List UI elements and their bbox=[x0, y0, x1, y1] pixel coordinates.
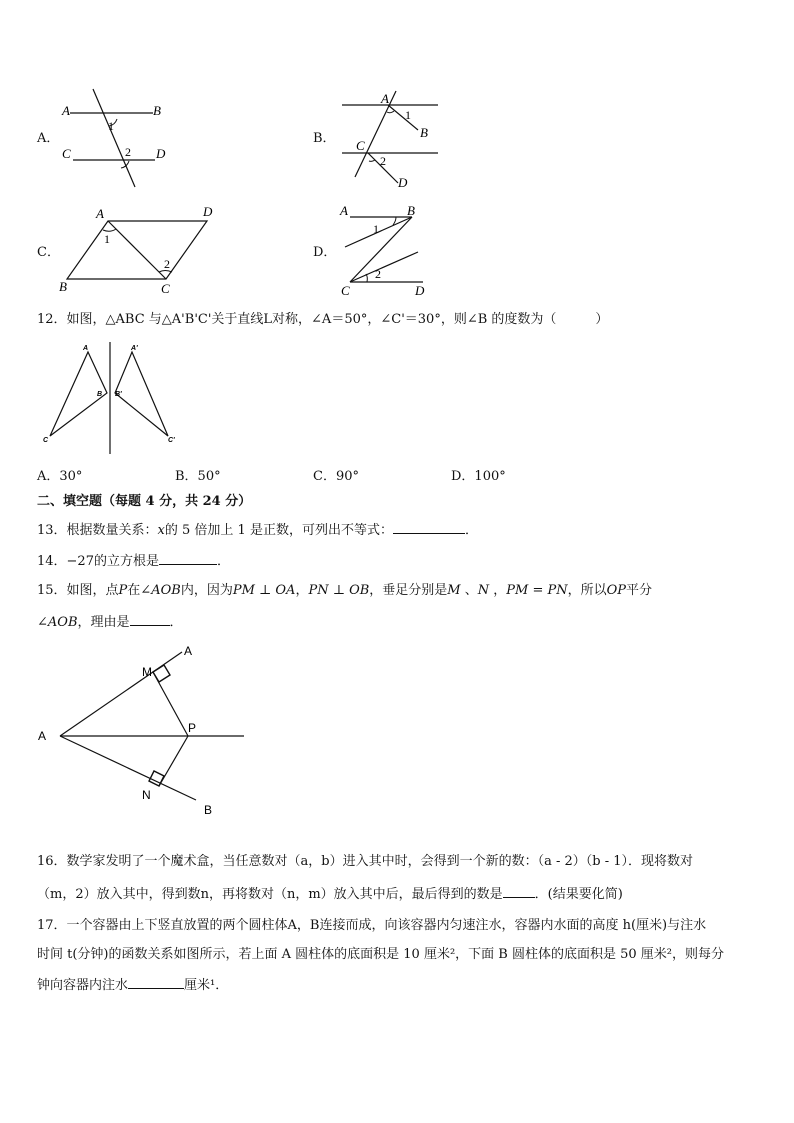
point-b: B bbox=[420, 125, 428, 140]
q12-point-a-prime: A' bbox=[131, 345, 138, 352]
angle-1-label: 1 bbox=[108, 119, 114, 133]
point-d: D bbox=[415, 283, 425, 298]
angle-1-label: 1 bbox=[104, 232, 110, 246]
option-b-figure bbox=[330, 85, 460, 195]
angle-2-label: 2 bbox=[380, 154, 386, 168]
q13-var: x bbox=[157, 523, 165, 538]
point-c: C bbox=[341, 283, 350, 298]
q16-line-1: 16．数学家发明了一个魔术盒，当任意数对（a，b）进入其中时，会得到一个新的数：（a - 2）（b - 1）．现将数对 bbox=[37, 854, 694, 869]
q15-math-n: N bbox=[477, 583, 490, 598]
point-b: B bbox=[407, 203, 415, 218]
q15-math-pm-pn: PM = PN bbox=[506, 583, 568, 598]
q17-text: 厘米¹． bbox=[184, 978, 229, 993]
q15-answer-blank[interactable] bbox=[130, 611, 170, 626]
q15-math-pn-ob: PN ⊥ OB bbox=[308, 583, 370, 598]
section-2-title: 二、填空题（每题 4 分，共 24 分） bbox=[37, 494, 252, 509]
q13-answer-blank[interactable] bbox=[393, 519, 465, 534]
q13-pre: 13．根据数量关系： bbox=[37, 523, 158, 538]
point-a: A bbox=[96, 206, 104, 221]
option-b-label[interactable]: B． bbox=[313, 131, 336, 146]
q15-math-m: M bbox=[447, 583, 461, 598]
q15-point-b: B bbox=[204, 803, 213, 817]
q14-pre: 14．−27的立方根是 bbox=[37, 554, 159, 569]
q15-point-m: M bbox=[142, 665, 152, 679]
q16-line-2 bbox=[37, 883, 623, 905]
point-a: A bbox=[381, 91, 389, 106]
point-a: A bbox=[340, 203, 348, 218]
q12-point-c-prime: C' bbox=[168, 437, 175, 444]
q15-text: ，所以 bbox=[567, 583, 607, 598]
angle-2-label: 2 bbox=[375, 267, 381, 281]
q16-text: ．(结果要化简) bbox=[534, 887, 623, 902]
q15-figure bbox=[30, 640, 260, 820]
q12-option-b[interactable]: B．50° bbox=[175, 469, 221, 484]
q12-point-c: C bbox=[43, 437, 49, 444]
q15-text: 平分 bbox=[626, 583, 653, 598]
q15-line-1 bbox=[37, 581, 652, 601]
point-c: C bbox=[62, 146, 71, 161]
option-a-label[interactable]: A． bbox=[37, 131, 60, 146]
angle-2-label: 2 bbox=[125, 145, 131, 159]
q15-text: ，垂足分别是 bbox=[369, 583, 448, 598]
q15-math-aob: AOB bbox=[47, 615, 78, 630]
q16-text: （m，2）放入其中，得到数n，再将数对（n，m）放入其中后，最后得到的数是 bbox=[37, 887, 503, 902]
point-d: D bbox=[398, 175, 408, 190]
q15-text: ∠ bbox=[37, 615, 48, 630]
point-b: B bbox=[153, 103, 161, 118]
q15-text: 、 bbox=[460, 583, 478, 598]
q17-line-1: 17．一个容器由上下竖直放置的两个圆柱体A，B连接而成，向该容器内匀速注水，容器内水面的高度 h(厘米)与注水 bbox=[37, 918, 707, 933]
q16-answer-blank[interactable] bbox=[503, 883, 535, 898]
point-d: D bbox=[156, 146, 166, 161]
q12-figure bbox=[35, 340, 185, 458]
option-a-figure bbox=[55, 85, 185, 190]
option-d-label[interactable]: D． bbox=[313, 245, 337, 260]
q17-text: 钟向容器内注水 bbox=[37, 978, 129, 993]
q15-math-aob: AOB bbox=[151, 583, 181, 598]
q15-text: 15．如图，点 bbox=[37, 583, 119, 598]
q15-point-n: N bbox=[142, 788, 151, 802]
q12-option-d[interactable]: D．100° bbox=[451, 469, 506, 484]
point-c: C bbox=[161, 281, 170, 296]
q12-point-a: A bbox=[83, 345, 89, 352]
q15-text: ， bbox=[489, 583, 507, 598]
point-d: D bbox=[203, 204, 213, 219]
q15-text: 在∠ bbox=[127, 583, 152, 598]
q12-option-a[interactable]: A．30° bbox=[37, 469, 83, 484]
q13-post: 的 5 倍加上 1 是正数，可列出不等式： bbox=[164, 523, 393, 538]
angle-1-label: 1 bbox=[405, 108, 411, 122]
q17-line-2: 时间 t(分钟)的函数关系如图所示，若上面 A 圆柱体的底面积是 10 厘米²，下面 B 圆柱体的底面积是 50 厘米²，则每分 bbox=[37, 947, 725, 962]
q17-answer-blank[interactable] bbox=[128, 974, 184, 989]
q15-text: 内，因为 bbox=[180, 583, 233, 598]
option-c-label[interactable]: C． bbox=[37, 245, 60, 260]
q17-line-3 bbox=[37, 974, 228, 996]
option-d-figure bbox=[335, 200, 445, 300]
q12-stem: 12．如图，△ABC 与△A'B'C'关于直线L对称，∠A＝50°，∠C'＝30°，则∠B 的度数为（ ） bbox=[37, 312, 609, 327]
q15-line-2 bbox=[37, 611, 183, 633]
q15-math-pm-oa: PM ⊥ OA bbox=[232, 583, 296, 598]
option-c-figure bbox=[55, 200, 225, 300]
angle-2-label: 2 bbox=[164, 257, 170, 271]
q12-point-b-prime: B' bbox=[115, 391, 122, 398]
point-b: B bbox=[59, 279, 67, 294]
q15-point-p: P bbox=[188, 721, 197, 735]
q14-answer-blank[interactable] bbox=[159, 550, 217, 565]
angle-1-label: 1 bbox=[373, 222, 379, 236]
point-a: A bbox=[62, 103, 70, 118]
q13-line bbox=[37, 519, 478, 541]
q12-point-b: B bbox=[97, 391, 103, 398]
q15-end: ． bbox=[169, 615, 183, 630]
q15-point-o: A bbox=[38, 729, 47, 743]
q15-math-p: P bbox=[118, 583, 128, 598]
q12-option-c[interactable]: C．90° bbox=[313, 469, 359, 484]
q14-line bbox=[37, 550, 230, 572]
q15-point-a: A bbox=[184, 644, 193, 658]
q15-text: ， bbox=[295, 583, 309, 598]
q15-math-op: OP bbox=[606, 583, 627, 598]
point-c: C bbox=[356, 138, 365, 153]
q15-text: ，理由是 bbox=[77, 615, 130, 630]
q13-end: ． bbox=[464, 523, 478, 538]
q14-end: ． bbox=[216, 554, 230, 569]
